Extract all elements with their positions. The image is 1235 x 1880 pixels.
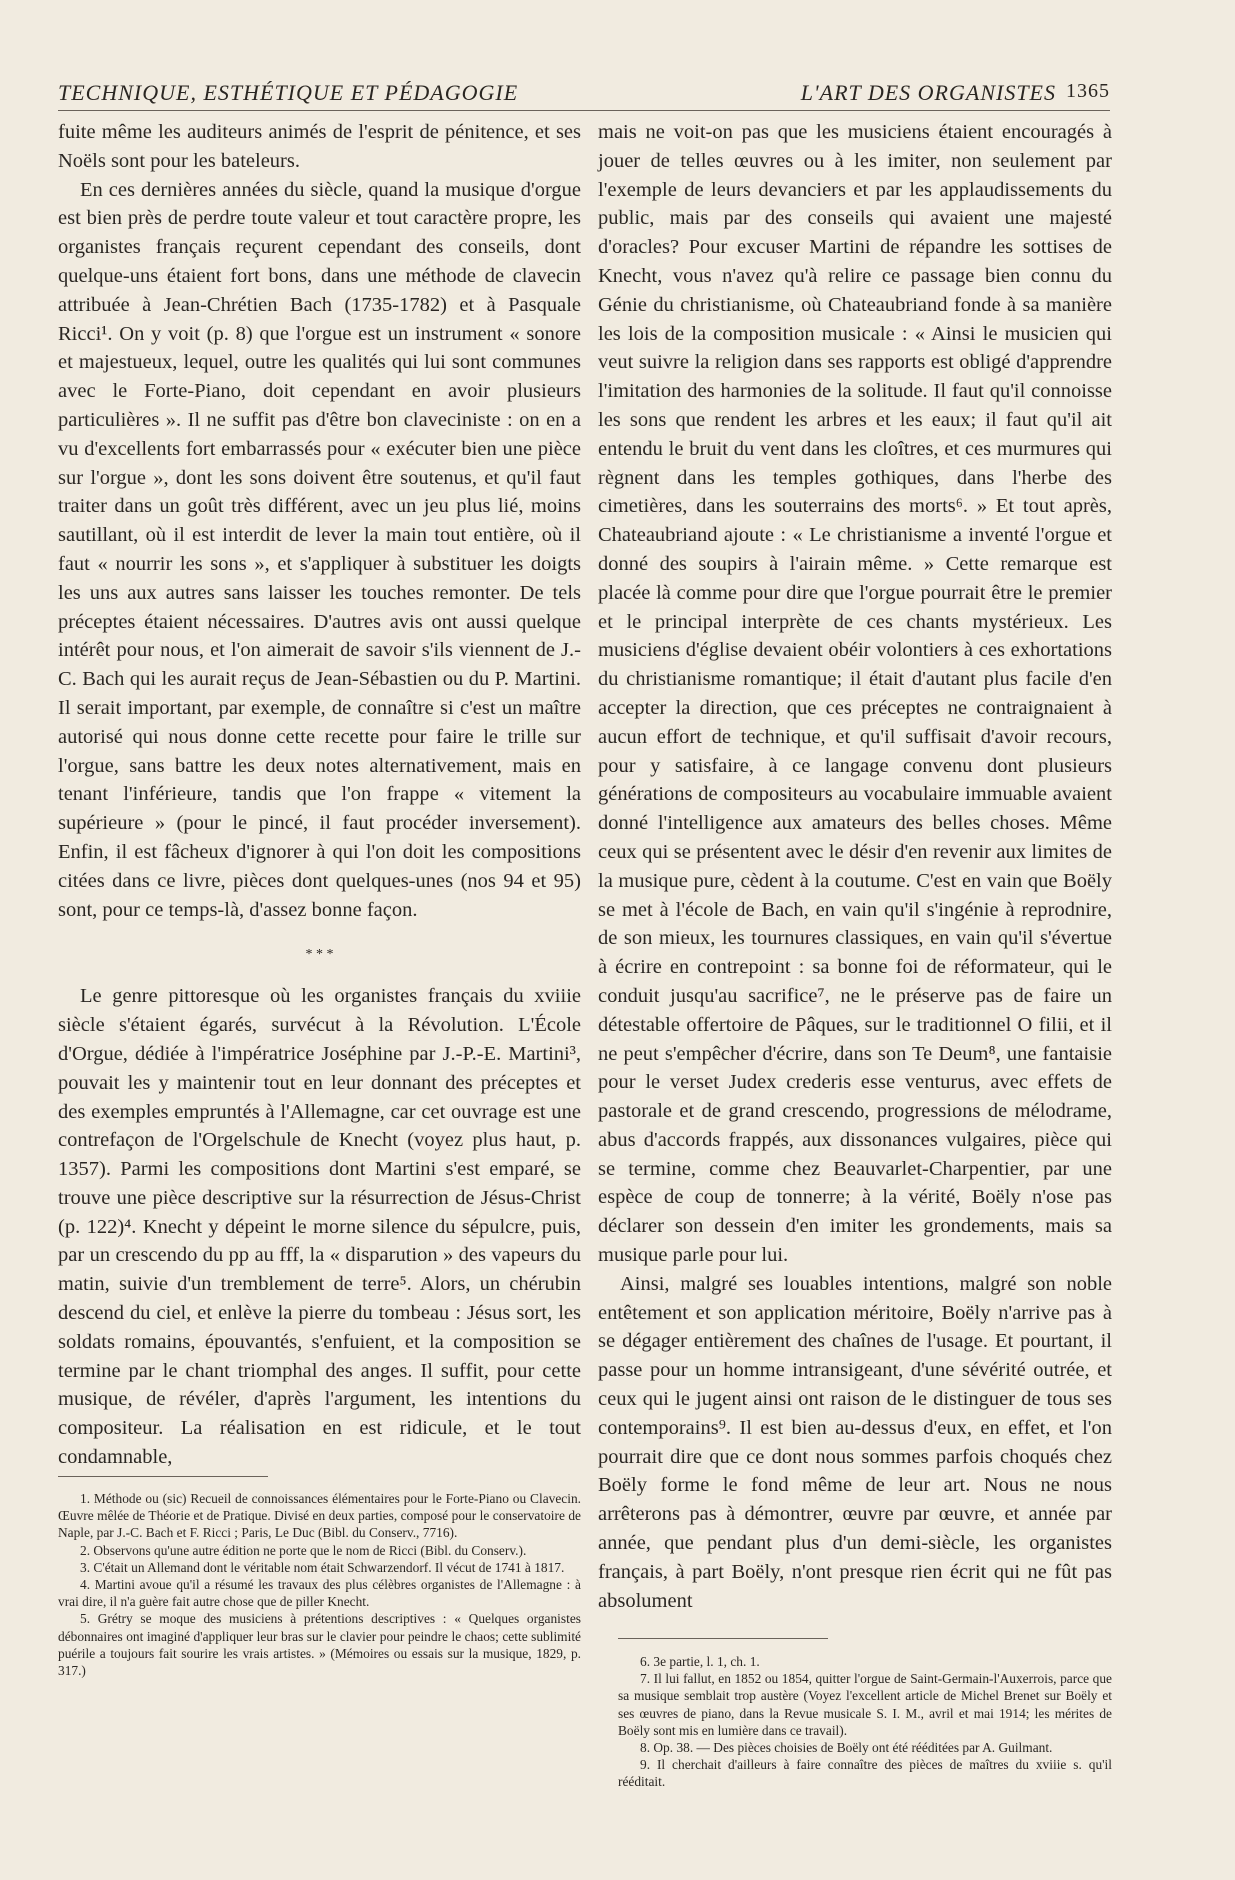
left-column xyxy=(58,118,581,1472)
footnote-rule-right xyxy=(618,1638,828,1639)
right-column xyxy=(598,118,1112,1615)
running-header xyxy=(58,80,1110,108)
footnote-1: 1. Méthode ou (sic) Recueil de connoissances élémentaires pour le Forte-Piano ou Clavecin. Œuvre mêlée de Théorie et de Pratique. Divisé en deux parties, composé pour le conservatoire de Naple, par J.-C. Bach et F. Ricci ; Paris, Le Duc (Bibl. du Conserv., 7716). xyxy=(58,1491,581,1541)
left-paragraph-2: En ces dernières années du siècle, quand la musique d'orgue est bien près de perdre toute valeur et tout caractère propre, les organistes français reçurent cependant des conseils, dont quelque-uns étaient fort bons, dans une méthode de clavecin attribuée à Jean-Chrétien Bach (1735-1782) et à Pasquale Ricci¹. On y voit (p. 8) que l'orgue est un instrument « sonore et majestueux, lequel, outre les qualités qui lui sont communes avec le Forte-Piano, doit cependant en avoir plusieurs particulières ». Il ne suffit pas d'être bon claveciniste : on en a vu d'excellents fort embarrassés pour « exécuter bien une pièce sur l'orgue », dont les sons doivent être soutenus, et qu'il faut traiter dans un goût très différent, avec un jeu plus lié, moins sautillant, où il est interdit de lever la main tout entière, où il faut « nourrir les sons », et s'appliquer à substituer les doigts les uns aux autres sans laisser les touches remonter. De tels préceptes étaient nécessaires. D'autres avis ont aussi quelque intérêt pour nous, et l'on aimerait de savoir s'ils viennent de J.-C. Bach qui les aurait reçus de Jean-Sébastien ou du P. Martini. Il serait important, par exemple, de connaître si c'est un maître autorisé qui nous donne cette recette pour faire le trille sur l'orgue, sans battre les deux notes alternativement, mais en tenant l'inférieure, tandis que l'on frappe « vitement la supérieure » (pour le pincé, il faut procéder inversement). Enfin, il est fâcheux d'ignorer à qui l'on doit les compositions citées dans ce livre, pièces dont quelques-unes (nos 94 et 95) sont, pour ce temps-là, d'assez bonne façon. xyxy=(58,178,581,921)
header-rule xyxy=(58,110,1110,111)
right-paragraph-1: mais ne voit-on pas que les musiciens étaient encouragés à jouer de telles œuvres ou à les imiter, non seulement par l'exemple de leurs devanciers et par les applaudissements du public, mais par des conseils qui avaient une majesté d'oracles? Pour excuser Martini de répandre les sottises de Knecht, vous n'avez qu'à relire ce passage bien connu du Génie du christianisme, où Chateaubriand fonde à sa manière les lois de la composition musicale : « Ainsi le musicien qui veut suivre la religion dans ses rapports est obligé d'apprendre l'imitation des harmonies de la solitude. Il faut qu'il connoisse les sons que rendent les arbres et les eaux; il faut qu'il ait entendu le bruit du vent dans les cloîtres, et ces murmures qui règnent dans les temples gothiques, dans l'herbe des cimetières, dans les souterrains des morts⁶. » Et tout après, Chateaubriand ajoute : « Le christianisme a inventé l'orgue et donné des soupirs à l'airain même. » Cette remarque est placée là comme pour dire que l'orgue pourrait être le premier et le principal interprète de ces chants mystérieux. Les musiciens d'église devaient obéir volontiers à ces exhortations du christianisme romantique; il était d'autant plus facile d'en accepter la direction, que ces préceptes ne contraignaient à aucun effort de technique, et qu'il suffisait d'avoir recours, pour y satisfaire, à ce langage convenu dont plusieurs générations de compositeurs au vocabulaire immuable avaient donné l'intelligence aux amateurs des belles choses. Même ceux qui se présentent avec le désir d'en revenir aux limites de la musique pure, cèdent à la coutume. C'est en vain que Boëly se met à l'école de Bach, en vain qu'il s'ingénie à reprodnire, de son mieux, les tournures classiques, en vain qu'il s'évertue à écrire en contrepoint : sa bonne foi de réformateur, qui le conduit jusqu'au sacrifice⁷, ne le préserve pas de faire un détestable offertoire de Pâques, sur le traditionnel O filii, et il ne peut s'empêcher d'écrire, dans son Te Deum⁸, une fantaisie pour le verset Judex crederis esse venturus, avec effets de pastorale et de grand crescendo, progressions de mélodrame, abus d'accords frappés, aux dissonances vulgaires, pièce qui se termine, comme chez Beauvarlet-Charpentier, par une espèce de coup de tonnerre; à la vérité, Boëly n'ose pas déclarer son dessein d'en imiter les grondements, mais sa musique parle pour lui. xyxy=(598,121,1112,1267)
page-number: 1365 xyxy=(1066,80,1110,102)
footnote-4: 4. Martini avoue qu'il a résumé les travaux des plus célèbres organistes de l'Allemagne : à vrai dire, il n'a guère fait autre chose que de piller Knecht. xyxy=(58,1577,581,1610)
section-separator: * * * xyxy=(305,947,334,963)
footnote-rule-left xyxy=(58,1476,268,1477)
left-paragraph-3: Le genre pittoresque où les organistes français du xviiie siècle s'étaient égarés, survécut à la Révolution. L'École d'Orgue, dédiée à l'impératrice Joséphine par J.-P.-E. Martini³, pouvait les y maintenir tout en leur donnant des préceptes et des exemples empruntés à l'Allemagne, car cet ouvrage est une contrefaçon de l'Orgelschule de Knecht (voyez plus haut, p. 1357). Parmi les compositions dont Martini s'est emparé, se trouve une pièce descriptive sur la résurrection de Jésus-Christ (p. 122)⁴. Knecht y dépeint le morne silence du sépulcre, puis, par un crescendo du pp au fff, la « disparution » des vapeurs du matin, suivie d'un tremblement de terre⁵. Alors, un chérubin descend du ciel, et enlève la pierre du tombeau : Jésus sort, les soldats romains, épouvantés, s'enfuient, et la composition se termine par le chant triomphal des anges. Il suffit, pour cette musique, de révéler, d'après l'argument, les intentions du compositeur. La réalisation en est ridicule, et le tout condamnable, xyxy=(58,985,581,1469)
footnote-6: 6. 3e partie, l. 1, ch. 1. xyxy=(640,1654,760,1669)
right-paragraph-2: Ainsi, malgré ses louables intentions, malgré son noble entêtement et son application méritoire, Boëly n'arrive pas à se dégager entièrement des chaînes de l'usage. Et pourtant, il passe pour un homme intransigeant, d'une sévérité outrée, et ceux qui le jugent ainsi ont raison de le distinguer de tous ses contemporains⁹. Il est bien au-dessus d'eux, en effet, et l'on pourrait dire que ce dont nous sommes parfois choqués chez Boëly forme le fond même de leur art. Nous ne nous arrêterons pas à démontrer, œuvre par œuvre, et année par année, que pendant plus d'un demi-siècle, les organistes français, à part Boëly, n'ont presque rien écrit qui ne fût pas absolument xyxy=(598,1272,1112,1612)
footnote-5: 5. Grétry se moque des musiciens à prétentions descriptives : « Quelques organistes débonnaires ont imaginé d'appliquer leur bras sur le clavier pour peindre le chaos; cette sublimité puérile a toujours fait sourire les vrais artistes. » (Mémoires ou essais sur la musique, 1829, p. 317.) xyxy=(58,1611,581,1679)
left-paragraph-1: fuite même les auditeurs animés de l'esprit de pénitence, et ses Noëls sont pour les bateleurs. xyxy=(58,121,581,172)
footnote-8: 8. Op. 38. — Des pièces choisies de Boëly ont été rééditées par A. Guilmant. xyxy=(640,1740,1053,1756)
footnote-2: 2. Observons qu'une autre édition ne porte que le nom de Ricci (Bibl. du Conserv.). xyxy=(80,1542,527,1558)
footnote-3: 3. C'était un Allemand dont le véritable nom était Schwarzendorf. Il vécut de 1741 à 1817. xyxy=(80,1559,565,1575)
footnotes-right xyxy=(618,1653,1112,1791)
footnotes-left xyxy=(58,1490,581,1679)
header-left-title: TECHNIQUE, ESTHÉTIQUE ET PÉDAGOGIE xyxy=(58,80,519,105)
header-right-title: L'ART DES ORGANISTES xyxy=(800,80,1056,105)
footnote-7: 7. Il lui fallut, en 1852 ou 1854, quitter l'orgue de Saint-Germain-l'Auxerrois, parce que sa musique semblait trop austère (Voyez l'excellent article de Michel Brenet sur Boëly et ses œuvres de piano, dans la Revue musicale S. I. M., avril et mai 1914; les mérites de Boëly sont mis en lumière dans ce travail). xyxy=(618,1671,1112,1738)
footnote-9: 9. Il cherchait d'ailleurs à faire connaître des pièces de maîtres du xviiie s. qu'il rééditait. xyxy=(618,1757,1112,1790)
